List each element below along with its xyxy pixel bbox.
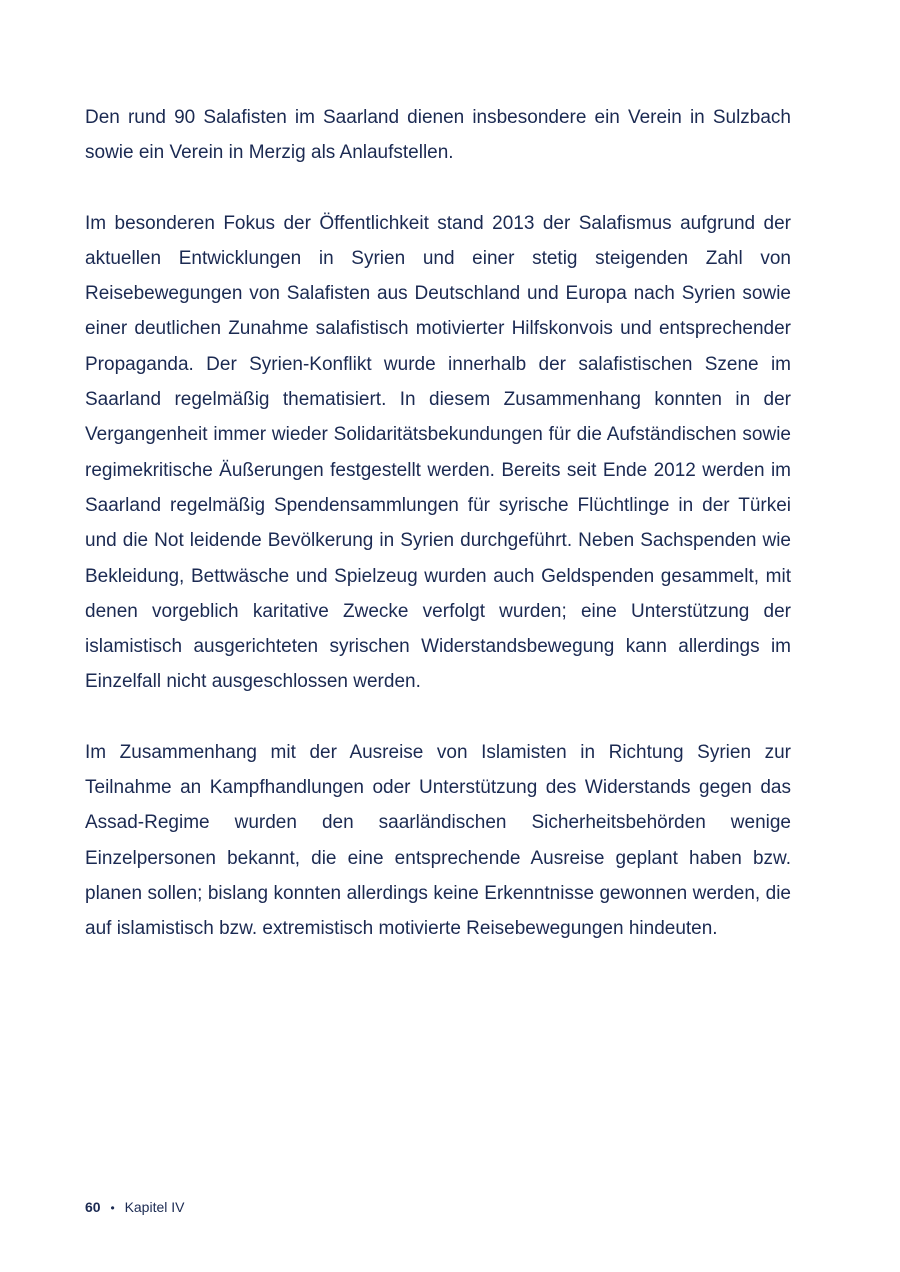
page-footer — [85, 1196, 185, 1219]
paragraph-syria-focus: Im besonderen Fokus der Öffentlichkeit stand 2013 der Salafismus aufgrund der aktuellen Entwicklungen in Syrien und einer stetig steigenden Zahl von Reisebewegungen von Salafisten aus Deutschland und Europa nach Syrien sowie einer deutlichen Zunahme salafistisch motivierter Hilfskonvois und entsprechender Propaganda. Der Syrien-Konflikt wurde innerhalb der salafistischen Szene im Saarland regelmäßig thematisiert. In diesem Zusammenhang konnten in der Vergangenheit immer wieder Solidaritätsbekundungen für die Aufständischen sowie regimekritische Äußerungen festgestellt werden. Bereits seit Ende 2012 werden im Saarland regelmäßig Spendensammlungen für syrische Flüchtlinge in der Türkei und die Not leidende Bevölkerung in Syrien durchgeführt. Neben Sachspenden wie Bekleidung, Bettwäsche und Spielzeug wurden auch Geldspenden gesammelt, mit denen vorgeblich karitative Zwecke verfolgt wurden; eine Unterstützung der islamistisch ausgerichteten syrischen Widerstandsbewegung kann allerdings im Einzelfall nicht ausgeschlossen werden. — [85, 212, 791, 693]
page-body — [85, 100, 791, 982]
paragraph-salafists-saarland: Den rund 90 Salafisten im Saarland dienen insbesondere ein Verein in Sulzbach sowie ein Verein in Merzig als Anlaufstellen. — [85, 107, 791, 164]
page-number: 60 — [85, 1199, 101, 1215]
footer-separator: • — [110, 1201, 115, 1215]
paragraph-departures-syria: Im Zusammenhang mit der Ausreise von Islamisten in Richtung Syrien zur Teilnahme an Kampfhandlungen oder Unterstützung des Widerstands gegen das Assad-Regime wurden den saarländischen Sicherheitsbehörden wenige Einzelpersonen bekannt, die eine entsprechende Ausreise geplant haben bzw. planen sollen; bislang konnten allerdings keine Erkenntnisse gewonnen werden, die auf islamistisch bzw. extremistisch motivierte Reisebewegungen hindeuten. — [85, 741, 791, 940]
chapter-label: Kapitel IV — [124, 1199, 185, 1215]
